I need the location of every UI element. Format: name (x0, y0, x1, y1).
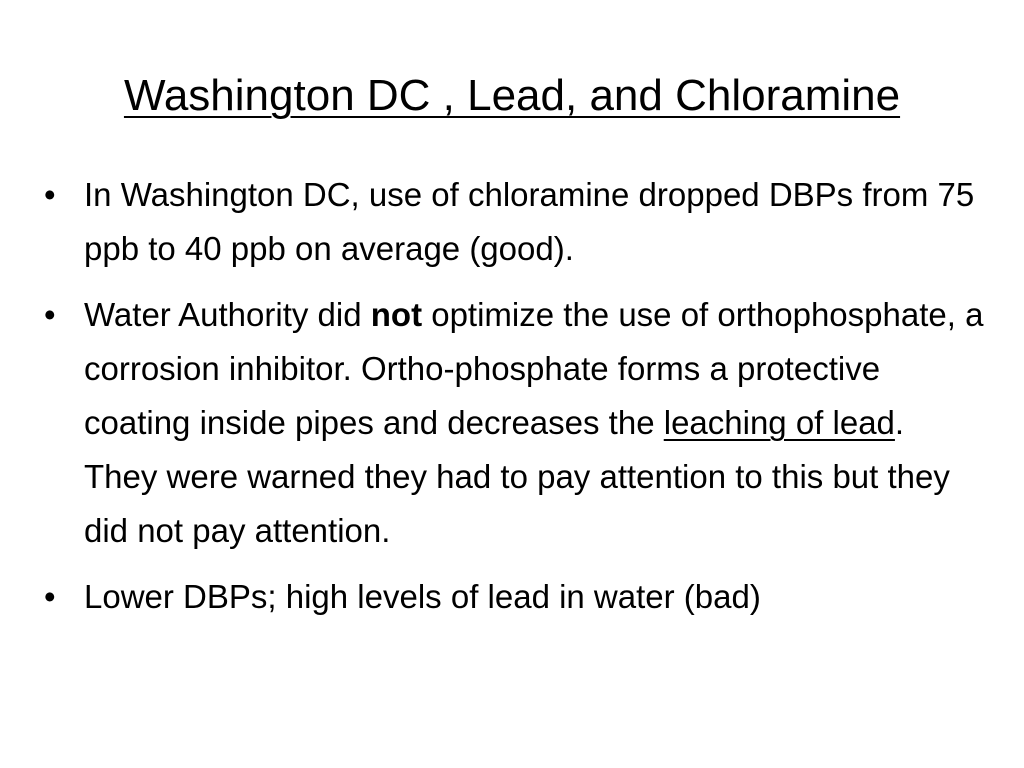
slide-title (0, 66, 1024, 126)
bullet-icon: • (44, 296, 56, 333)
bullet-icon: • (44, 578, 56, 615)
bullet-item-lead-levels (44, 570, 984, 624)
bullet-item-chloramine-dbps (44, 168, 984, 276)
bullet-text: Lower DBPs; high levels of lead in water (bad) (84, 578, 761, 615)
bullet-icon: • (44, 176, 56, 213)
bullet-text-start: Water Authority did (84, 296, 371, 333)
bullet-text: In Washington DC, use of chloramine dropped DBPs from 75 ppb to 40 ppb on average (good). (84, 176, 975, 267)
bullet-item-orthophosphate (44, 288, 984, 558)
bullet-list (44, 168, 984, 636)
slide-title-text: Washington DC , Lead, and Chloramine (123, 71, 901, 120)
bullet-emphasis-bold: not (370, 296, 423, 333)
bullet-emphasis-underline: leaching of lead (663, 404, 895, 441)
bullet-text-middle: optimize the use of orthophosphate, a corrosion inhibitor. Ortho-phosphate forms a protective coating inside pipes and decreases the (84, 296, 984, 441)
bullet-text-end: . They were warned they had to pay attention to this but they did not pay attention. (84, 404, 950, 549)
